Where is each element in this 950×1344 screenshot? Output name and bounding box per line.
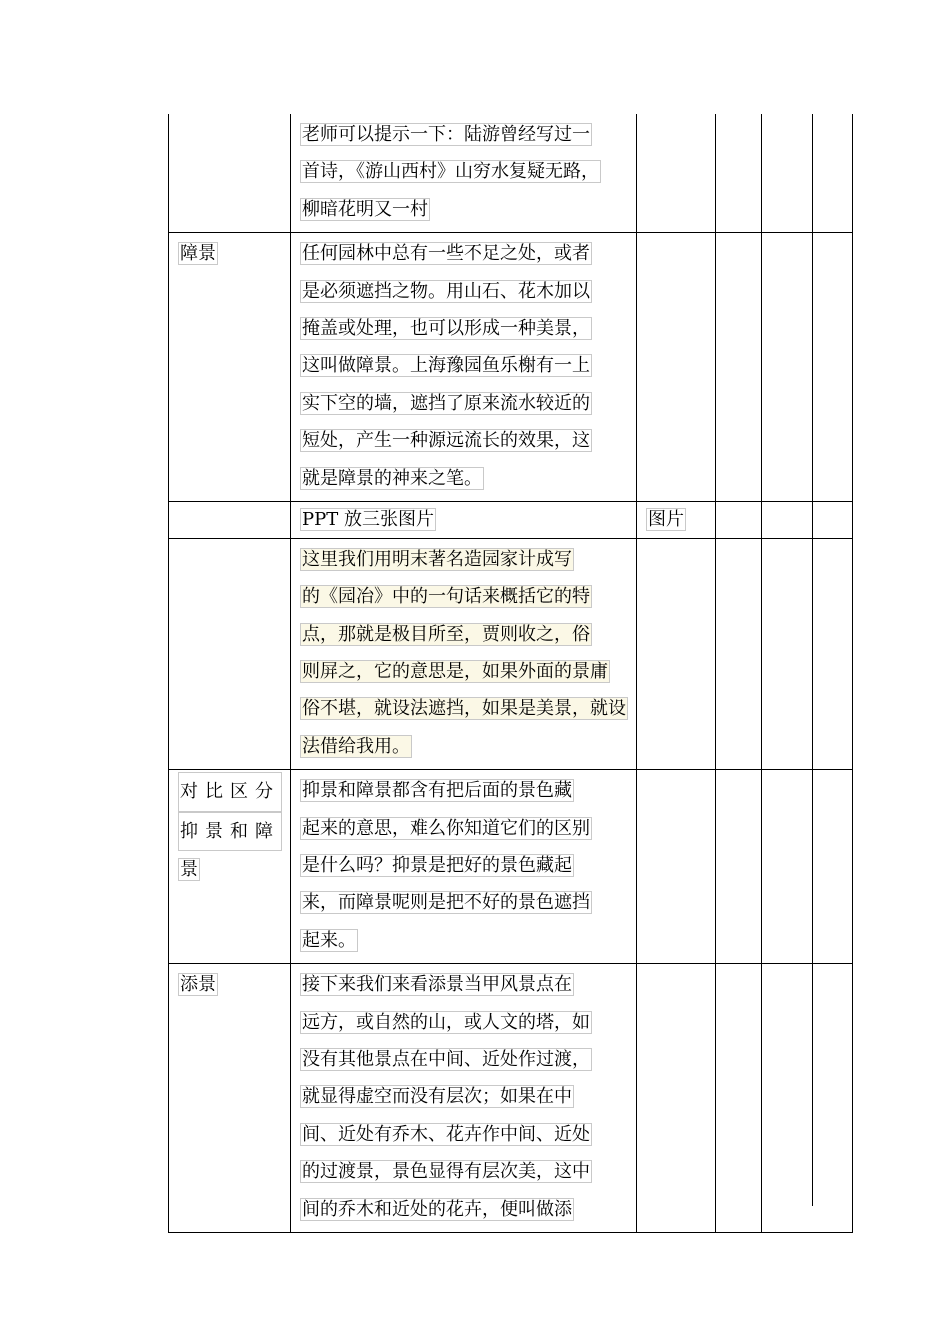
content-line: 柳暗花明又一村 — [302, 198, 428, 220]
blank-cell — [716, 233, 762, 502]
blank-cell — [762, 538, 853, 769]
content-line: 掩盖或处理，也可以形成一种美景， — [302, 317, 590, 339]
blank-cell — [762, 233, 853, 502]
table-row — [169, 501, 853, 538]
step-label: 障景 — [180, 243, 216, 265]
content-line: 是什么吗？抑景是把好的景色藏起 — [302, 855, 572, 877]
blank-cell — [762, 770, 853, 964]
media-cell — [637, 114, 716, 233]
step-label-line: 景 — [180, 859, 198, 881]
step-cell — [169, 501, 291, 538]
content-line: 起来的意思，难么你知道它们的区别 — [302, 817, 590, 839]
table-row — [169, 964, 853, 1233]
media-cell — [637, 770, 716, 964]
content-line: 就显得虚空而没有层次；如果在中 — [302, 1086, 572, 1108]
step-cell — [169, 964, 291, 1233]
media-cell — [637, 501, 716, 538]
content-line: 的过渡景，景色显得有层次美，这中 — [302, 1161, 590, 1183]
step-cell — [169, 233, 291, 502]
blank-cell — [762, 964, 853, 1233]
content-cell — [291, 501, 637, 538]
content-line: 间、近处有乔木、花卉作中间、近处 — [302, 1123, 590, 1145]
blank-cell — [716, 964, 762, 1233]
content-line: 则屏之，它的意思是，如果外面的景庸 — [302, 661, 608, 683]
content-cell — [291, 538, 637, 769]
blank-cell — [716, 538, 762, 769]
content-line: 来，而障景呢则是把不好的景色遮挡 — [302, 892, 590, 914]
content-line: 起来。 — [302, 929, 356, 951]
content-line: 远方，或自然的山，或人文的塔，如 — [302, 1011, 590, 1033]
step-label-line: 对比区分 — [178, 772, 282, 811]
table-row — [169, 233, 853, 502]
content-line: 间的乔木和近处的花卉，便叫做添 — [302, 1198, 572, 1220]
content-line: 法借给我用。 — [302, 735, 410, 757]
content-line: 任何园林中总有一些不足之处，或者 — [302, 243, 590, 265]
step-label: 添景 — [180, 974, 216, 996]
content-line: 抑景和障景都含有把后面的景色藏 — [302, 780, 572, 802]
content-line: 俗不堪，就设法遮挡，如果是美景，就设 — [302, 698, 626, 720]
content-line: 是必须遮挡之物。用山石、花木加以 — [302, 280, 590, 302]
blank-cell — [762, 501, 853, 538]
step-cell — [169, 770, 291, 964]
content-line: 这叫做障景。上海豫园鱼乐榭有一上 — [302, 355, 590, 377]
content-line: 接下来我们来看添景当甲风景点在 — [302, 974, 572, 996]
content-line: 点，那就是极目所至，贾则收之，俗 — [302, 623, 590, 645]
content-line: PPT 放三张图片 — [302, 508, 434, 530]
page-border-line — [812, 114, 813, 1206]
content-line: 这里我们用明末著名造园家计成写 — [302, 548, 572, 570]
media-label: 图片 — [648, 508, 684, 530]
content-line: 就是障景的神来之笔。 — [302, 467, 482, 489]
content-cell — [291, 114, 637, 233]
blank-cell — [716, 501, 762, 538]
step-label-line: 抑景和障 — [178, 812, 282, 851]
content-cell — [291, 233, 637, 502]
media-cell — [637, 233, 716, 502]
table-row — [169, 770, 853, 964]
table-row — [169, 538, 853, 769]
blank-cell — [762, 114, 853, 233]
content-cell — [291, 964, 637, 1233]
media-cell — [637, 538, 716, 769]
table-row — [169, 114, 853, 233]
content-cell — [291, 770, 637, 964]
content-line: 短处，产生一种源远流长的效果，这 — [302, 430, 590, 452]
lesson-plan-table — [168, 114, 853, 1233]
content-line: 实下空的墙，遮挡了原来流水较近的 — [302, 392, 590, 414]
content-line: 首诗，《游山西村》山穷水复疑无路， — [302, 161, 599, 183]
blank-cell — [716, 770, 762, 964]
media-cell — [637, 964, 716, 1233]
content-line: 老师可以提示一下：陆游曾经写过一 — [302, 124, 590, 145]
blank-cell — [716, 114, 762, 233]
step-cell — [169, 114, 291, 233]
content-line: 的《园冶》中的一句话来概括它的特 — [302, 586, 590, 608]
step-cell — [169, 538, 291, 769]
content-line: 没有其他景点在中间、近处作过渡， — [302, 1048, 590, 1070]
